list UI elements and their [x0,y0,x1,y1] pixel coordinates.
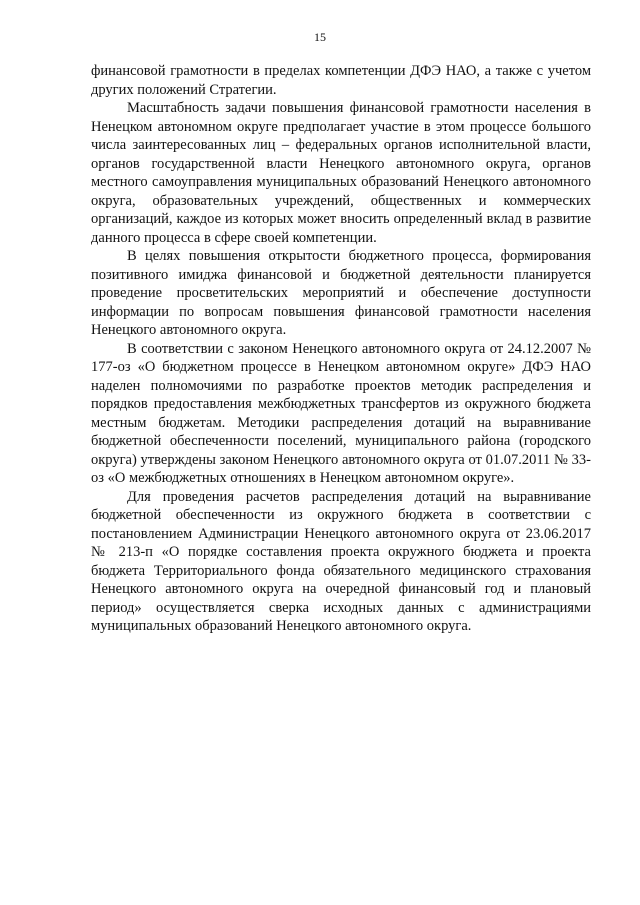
paragraph-budget-law: В соответствии с законом Ненецкого автономного округа от 24.12.2007 № 177-оз «О бюджетном процессе в Ненецком автономном округе» ДФЭ НАО наделен полномочиями по разработке проектов методик распределения и порядков предоставления межбюджетных трансфертов из окружного бюджета местным бюджетам. Методики распределения дотаций на выравнивание бюджетной обеспеченности поселений, муниципального района (городского округа) утверждены законом Ненецкого автономного округа от 01.07.2011 № 33-оз «О межбюджетных отношениях в Ненецком автономном округе». [91,340,591,486]
paragraph-financial-literacy-scope: Масштабность задачи повышения финансовой грамотности населения в Ненецком автономном округе предполагает участие в этом процессе большого числа заинтересованных лиц – федеральных органов исполнительной власти, органов государственной власти Ненецкого автономного округа, органов местного самоуправления муниципальных образований Ненецкого автономного округа, образовательных учреждений, общественных и коммерческих организаций, каждое из которых может вносить определенный вклад в развитие данного процесса в сфере своей компетенции. [91,100,591,246]
page-number: 15 [314,30,326,44]
paragraph-budget-openness: В целях повышения открытости бюджетного процесса, формирования позитивного имиджа финансовой и бюджетной деятельности планируется проведение просветительских мероприятий и обеспечение доступности информации по вопросам повышения финансовой грамотности населения Ненецкого автономного округа. [91,248,591,338]
document-body [91,62,591,636]
paragraph-subsidy-calculation: Для проведения расчетов распределения дотаций на выравнивание бюджетной обеспеченности из окружного бюджета в соответствии с постановлением Администрации Ненецкого автономного округа от 23.06.2017 № 213-п «О порядке составления проекта окружного бюджета и проекта бюджета Территориального фонда обязательного медицинского страхования Ненецкого автономного округа на очередной финансовый год и плановый период» осуществляется сверка исходных данных с администрациями муниципальных образований Ненецкого автономного округа. [91,488,591,634]
paragraph-continuation: финансовой грамотности в пределах компетенции ДФЭ НАО, а также с учетом других положений Стратегии. [91,63,591,98]
